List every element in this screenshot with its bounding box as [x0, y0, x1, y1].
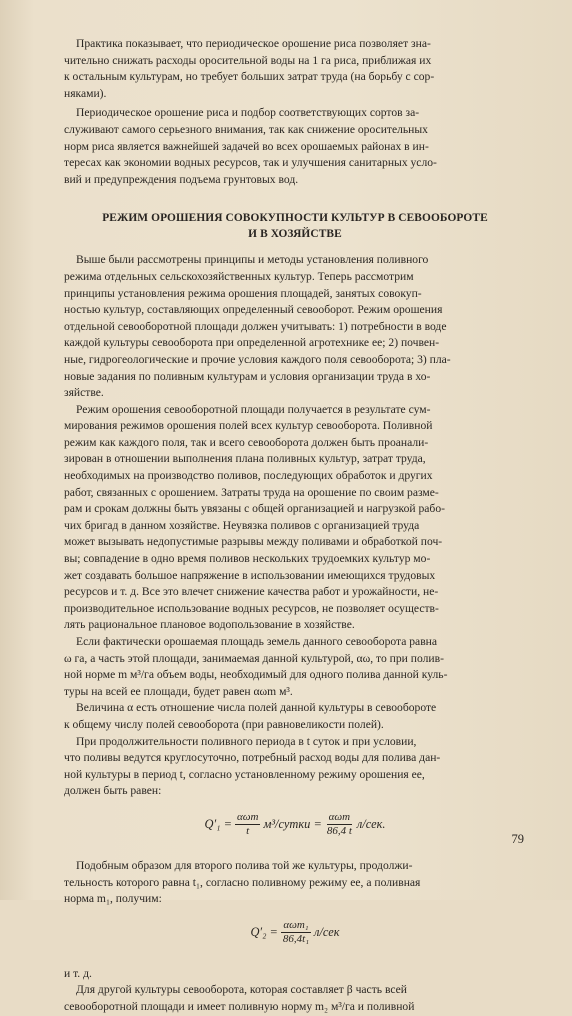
paragraph-8	[64, 858, 526, 908]
text-line: зяйстве.	[64, 386, 104, 400]
text-line: к общему числу полей севооборота (при равновеликости полей).	[64, 717, 384, 731]
formula-unit: л/сек	[314, 925, 340, 940]
formula-fraction	[325, 811, 354, 838]
formula-unit: л/сек.	[356, 817, 386, 832]
text-line: и т. д.	[64, 966, 92, 980]
formula-fraction	[235, 811, 260, 838]
text-line: необходимых на производство поливов, последующих обработок и других	[64, 469, 433, 483]
text-line: туры на всей ее площади, будет равен αωm м³.	[64, 684, 293, 698]
fraction-denominator: 86,4 t	[326, 825, 352, 838]
text-line: тельность которого равна t₁, согласно поливному режиму ее, а поливная	[64, 875, 421, 889]
text-line: рам и срокам должны быть увязаны с общей организацией и нагрузкой рабо-	[64, 502, 445, 516]
fraction-numerator: αωm	[328, 811, 351, 824]
text-line: севооборотной площади и имеет поливную норму m₂ м³/га и поливной	[64, 999, 415, 1013]
fraction-numerator: αωm	[236, 811, 259, 824]
text-line: норма m₁, получим:	[64, 892, 162, 906]
text-line: новые задания по поливным культурам и условия организации труда в хо-	[64, 369, 431, 383]
formula-unit: м³/сутки =	[263, 817, 322, 832]
text-line: вий и предупреждения подъема грунтовых вод.	[64, 172, 299, 186]
text-line: что поливы ведутся круглосуточно, потребный расход воды для полива дан-	[64, 751, 441, 765]
fraction-denominator: t	[246, 825, 250, 838]
formula-q1	[64, 808, 526, 842]
text-line: ω га, а часть этой площади, занимаемая данной культурой, αω, то при полив-	[64, 651, 444, 665]
text-line: Периодическое орошение риса и подбор соответствующих сортов за-	[76, 106, 420, 120]
text-line: ной норме m м³/га объем воды, необходимый для одного полива данной куль-	[64, 668, 448, 682]
paragraph-6	[64, 700, 526, 733]
text-line: зирован в отношении выполнения плана поливных культур, затрат труда,	[64, 452, 426, 466]
text-line: норм риса является важнейшей задачей во всех орошаемых районах в ин-	[64, 139, 429, 153]
text-line: Режим орошения севооборотной площади получается в результате сум-	[76, 402, 431, 416]
paragraph-9	[64, 966, 526, 983]
paragraph-1	[64, 36, 526, 102]
text-line: режима отдельных сельскохозяйственных культур. Теперь рассмотрим	[64, 269, 414, 283]
formula-lhs: Q′₁ =	[204, 817, 232, 832]
text-line: может вызывать недопустимые разрывы между поливами и обработкой поч-	[64, 535, 443, 549]
text-line: Выше были рассмотрены принципы и методы установления поливного	[76, 253, 429, 267]
section-heading	[64, 210, 526, 242]
fraction-numerator: αωm₁	[283, 919, 309, 932]
text-line: режим как каждого поля, так и всего севооборота должен быть проанали-	[64, 435, 429, 449]
text-line: вы; совпадение в одно время поливов нескольких трудоемких культур мо-	[64, 552, 431, 566]
text-line: каждой культуры севооборота при определенной агротехнике ее; 2) почвен-	[64, 336, 440, 350]
fraction-denominator: 86,4t₁	[282, 933, 310, 946]
text-line: тересах как экономии водных ресурсов, так и улучшения санитарных усло-	[64, 156, 437, 170]
paragraph-2	[64, 105, 526, 188]
paragraph-3	[64, 252, 526, 401]
text-line: мирования режимов орошения полей всех культур севооборота. Поливной	[64, 419, 433, 433]
heading-line: И В ХОЗЯЙСТВЕ	[248, 228, 342, 241]
text-line: чих бригад в данном хозяйстве. Неувязка поливов с организацией труда	[64, 518, 420, 532]
text-line: Для другой культуры севооборота, которая составляет β часть всей	[76, 983, 407, 997]
text-line: работ, связанных с орошением. Затраты труда на орошение по своим разме-	[64, 485, 439, 499]
text-line: Если фактически орошаемая площадь земель данного севооборота равна	[76, 635, 438, 648]
text-line: жет создавать большое напряжение в использовании имеющихся трудовых	[64, 568, 436, 582]
text-line: Подобным образом для второго полива той же культуры, продолжи-	[76, 858, 413, 872]
text-line: отдельной севооборотной площади должен учитывать: 1) потребности в воде	[64, 319, 447, 333]
paragraph-7	[64, 734, 526, 800]
text-line: ные, гидрогеологические и прочие условия каждого поля севооборота; 3) пла-	[64, 352, 451, 366]
text-line: ной культуры в период t, согласно установленному режиму орошения ее,	[64, 767, 425, 781]
text-line: няками).	[64, 86, 107, 100]
text-line: лять рациональное плановое водопользование в хозяйстве.	[64, 618, 355, 632]
text-line: должен быть равен:	[64, 784, 162, 798]
text-line: Величина α есть отношение числа полей данной культуры в севообороте	[76, 701, 437, 715]
text-line: принципы установления режима орошения площадей, занятых совокуп-	[64, 286, 422, 300]
paragraph-5	[64, 634, 526, 700]
text-line: Практика показывает, что периодическое орошение риса позволяет зна-	[76, 37, 431, 50]
text-line: производительное использование водных ресурсов, не позволяет осуществ-	[64, 601, 439, 615]
paragraph-10	[64, 982, 526, 1015]
text-line: ностью культур, составляющих определенный севооборот. Режим орошения	[64, 303, 443, 317]
formula-q2	[64, 916, 526, 950]
heading-line: РЕЖИМ ОРОШЕНИЯ СОВОКУПНОСТИ КУЛЬТУР В СЕВООБОРОТЕ	[102, 212, 488, 225]
text-line: ресурсов и т. д. Все это влечет снижение качества работ и урожайности, не-	[64, 585, 439, 599]
page-number: 79	[511, 832, 524, 846]
text-line: к остальным культурам, но требует больших затрат труда (на борьбу с сор-	[64, 70, 435, 84]
text-line: чительно снижать расходы оросительной воды на 1 га риса, приближая их	[64, 53, 432, 67]
text-line: служивают самого серьезного внимания, так как снижение оросительных	[64, 122, 428, 136]
paragraph-4	[64, 402, 526, 634]
text-line: При продолжительности поливного периода в t суток и при условии,	[76, 734, 417, 748]
formula-lhs: Q′₂ =	[250, 925, 278, 940]
formula-fraction	[281, 919, 311, 946]
